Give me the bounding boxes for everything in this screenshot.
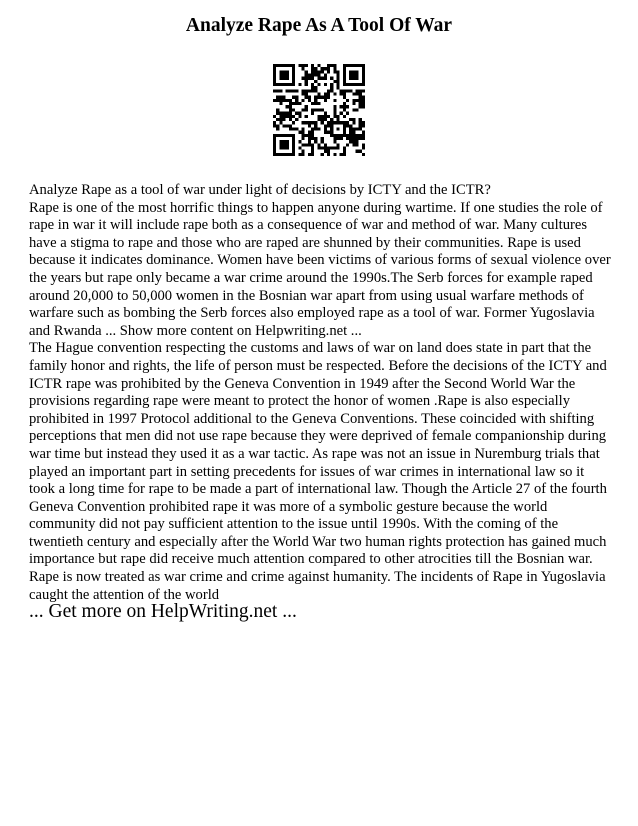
article-question: Analyze Rape as a tool of war under light of decisions by ICTY and the ICTR? — [29, 182, 491, 198]
article-paragraph-2: The Hague convention respecting the customs and laws of war on land does state in part that the family honor and rights, the life of person must be respected. Before the decisions of the ICTY and ICTR rape was prohibited by the Geneva Convention in 1949 after the Second World War the provisions regarding rape were meant to protect the honor of women .Rape is also especially prohibited in 1997 Protocol additional to the Geneva Conventions. These coincided with shifting perceptions that men did not use rape because they were deprived of female companionship during war time but instead they used it as a war tactic. As rape was not an issue in Nuremburg trials that played an important part in setting precedents for issues of war crimes in international law so it took a long time for rape to be made a part of international law. Though the Article 27 of the fourth Geneva Convention prohibited rape it was more of a symbolic gesture because the world community did not pay sufficient attention to the issue until 1990s. With the coming of the twentieth century and especially after the World War two human rights protection has gained much importance but rape did receive much attention compared to other atrocities till the Bosnian war. Rape is now treated as war crime and crime against humanity. The incidents of Rape in Yugoslavia caught the attention of the world — [29, 340, 607, 603]
article-body — [29, 182, 611, 604]
get-more-link[interactable]: ... Get more on HelpWriting.net ... — [29, 601, 297, 622]
article-paragraph-1: Rape is one of the most horrific things to happen anyone during wartime. If one studies the role of rape in war it will include rape both as a consequence of war and method of war. Many cultures have a stigma to rape and those who are raped are shunned by their communities. Rape is used because it indicates dominance. Women have been victims of various forms of sexual violence over the years but rape only became a war crime around the 1990s.The Serb forces for example raped around 20,000 to 50,000 women in the Bosnian war apart from using usual warfare methods of warfare such as bombing the Serb forces also employed rape as a tool of war. Former Yugoslavia and Rwanda ... Show more content on Helpwriting.net ... — [29, 199, 611, 339]
page-title: Analyze Rape As A Tool Of War — [185, 15, 453, 36]
qr-code-icon[interactable] — [273, 64, 365, 156]
